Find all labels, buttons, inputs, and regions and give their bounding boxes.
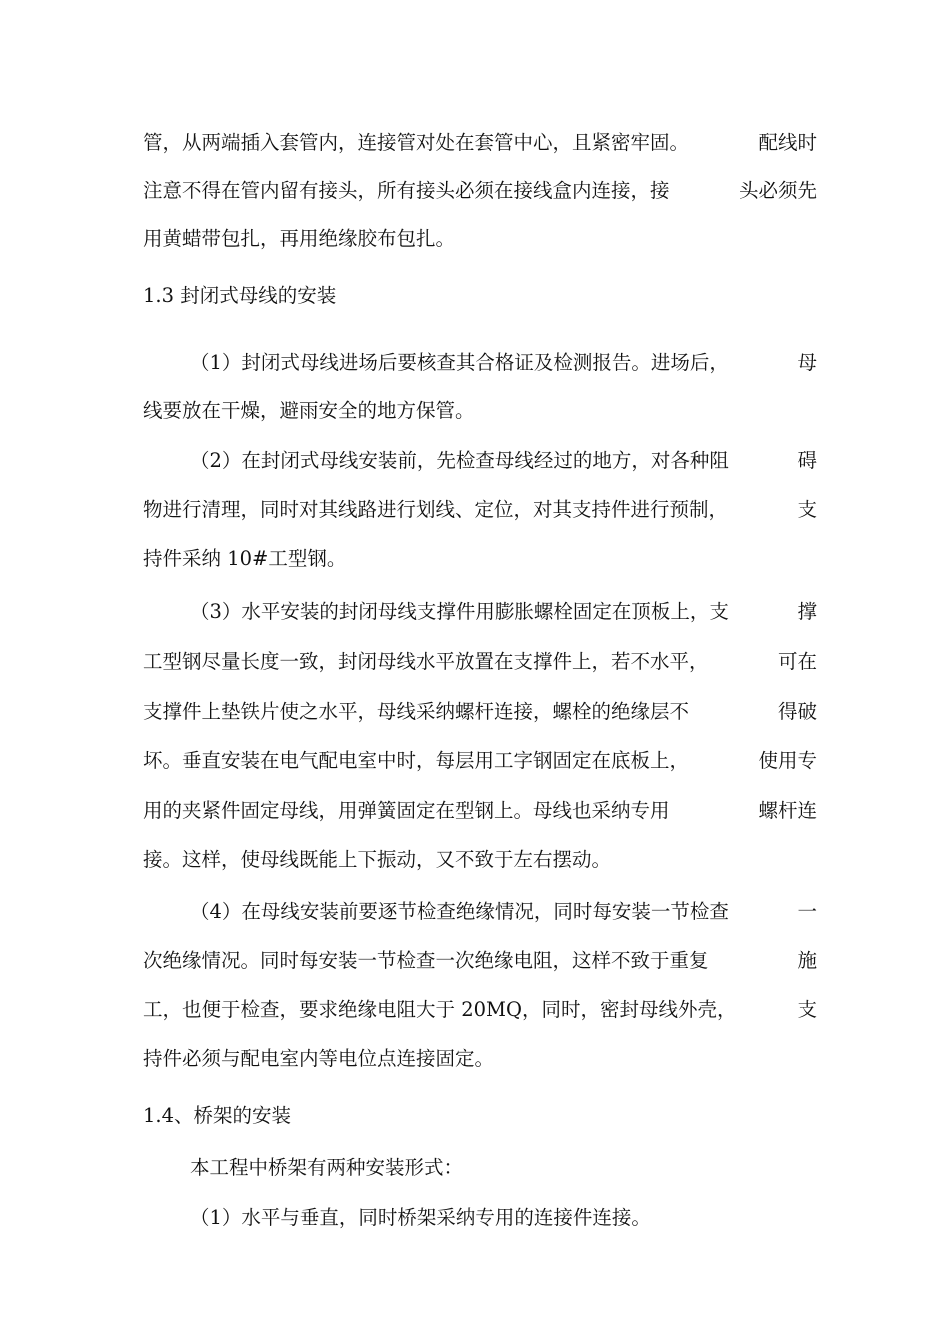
paragraph-line bbox=[143, 600, 817, 624]
text-segment: 注意不得在管内留有接头，所有接头必须在接线盒内连接，接 bbox=[143, 179, 670, 202]
text-segment: 坏。垂直安装在电气配电室中时，每层用工字钢固定在底板上， bbox=[143, 749, 690, 772]
text-segment: 用黄蜡带包扎，再用绝缘胶布包扎。 bbox=[143, 227, 456, 250]
text-segment: 支 bbox=[797, 498, 817, 521]
text-segment: 母 bbox=[797, 351, 817, 374]
paragraph-line bbox=[143, 449, 817, 473]
paragraph-line bbox=[143, 799, 817, 823]
text-segment: （3）水平安装的封闭母线支撑件用膨胀螺栓固定在顶板上，支 bbox=[190, 600, 729, 623]
text-segment: 管，从两端插入套管内，连接管对处在套管中心，且紧密牢固。 bbox=[143, 131, 690, 154]
paragraph-line bbox=[190, 1206, 651, 1230]
heading-text: 1.3 封闭式母线的安装 bbox=[143, 284, 337, 307]
text-segment: 次绝缘情况。同时每安装一节检查一次绝缘电阻，这样不致于重复 bbox=[143, 949, 709, 972]
text-segment: 使用专 bbox=[758, 749, 817, 772]
text-segment: 持件采纳 10#工型钢。 bbox=[143, 547, 347, 570]
paragraph-line bbox=[143, 179, 817, 203]
text-segment: （1）水平与垂直，同时桥架采纳专用的连接件连接。 bbox=[190, 1206, 651, 1229]
heading-text: 1.4、桥架的安装 bbox=[143, 1104, 292, 1127]
text-segment: 头必须先 bbox=[738, 179, 817, 202]
text-segment: 物进行清理，同时对其线路进行划线、定位，对其支持件进行预制， bbox=[143, 498, 729, 521]
text-segment: 持件必须与配电室内等电位点连接固定。 bbox=[143, 1047, 495, 1070]
section-heading bbox=[143, 284, 336, 308]
text-segment: 可在 bbox=[777, 650, 817, 673]
paragraph-line bbox=[143, 399, 475, 423]
paragraph-line bbox=[143, 900, 817, 924]
text-segment: 线要放在干燥，避雨安全的地方保管。 bbox=[143, 399, 475, 422]
paragraph-line bbox=[143, 351, 817, 375]
paragraph-line bbox=[143, 1047, 494, 1071]
text-segment: 接。这样，使母线既能上下振动，又不致于左右摆动。 bbox=[143, 848, 612, 871]
paragraph-line bbox=[143, 131, 817, 155]
text-segment: 施 bbox=[797, 949, 817, 972]
paragraph-line bbox=[143, 749, 817, 773]
text-segment: 支 bbox=[797, 998, 817, 1021]
paragraph-line bbox=[143, 848, 611, 872]
paragraph-line bbox=[143, 949, 817, 973]
paragraph-line bbox=[143, 498, 817, 522]
text-segment: 配线时 bbox=[758, 131, 817, 154]
text-segment: 支撑件上垫铁片使之水平，母线采纳螺杆连接，螺栓的绝缘层不 bbox=[143, 700, 690, 723]
text-segment: 撑 bbox=[797, 600, 817, 623]
text-segment: 工，也便于检查，要求绝缘电阻大于 20MQ，同时，密封母线外壳， bbox=[143, 998, 737, 1021]
section-heading bbox=[143, 1104, 291, 1128]
text-segment: 本工程中桥架有两种安装形式： bbox=[190, 1156, 464, 1179]
text-segment: （4）在母线安装前要逐节检查绝缘情况，同时每安装一节检查 bbox=[190, 900, 729, 923]
text-segment: 碍 bbox=[797, 449, 817, 472]
text-segment: （1）封闭式母线进场后要核查其合格证及检测报告。进场后， bbox=[190, 351, 729, 374]
paragraph-line bbox=[143, 547, 346, 571]
paragraph-line bbox=[143, 227, 455, 251]
paragraph-line bbox=[143, 700, 817, 724]
text-segment: 工型钢尽量长度一致，封闭母线水平放置在支撑件上，若不水平， bbox=[143, 650, 709, 673]
text-segment: （2）在封闭式母线安装前，先检查母线经过的地方，对各种阻 bbox=[190, 449, 729, 472]
text-segment: 螺杆连 bbox=[758, 799, 817, 822]
paragraph-line bbox=[190, 1156, 463, 1180]
text-segment: 用的夹紧件固定母线，用弹簧固定在型钢上。母线也采纳专用 bbox=[143, 799, 670, 822]
text-segment: 得破 bbox=[777, 700, 817, 723]
paragraph-line bbox=[143, 650, 817, 674]
paragraph-line bbox=[143, 998, 817, 1022]
text-segment: 一 bbox=[797, 900, 817, 923]
